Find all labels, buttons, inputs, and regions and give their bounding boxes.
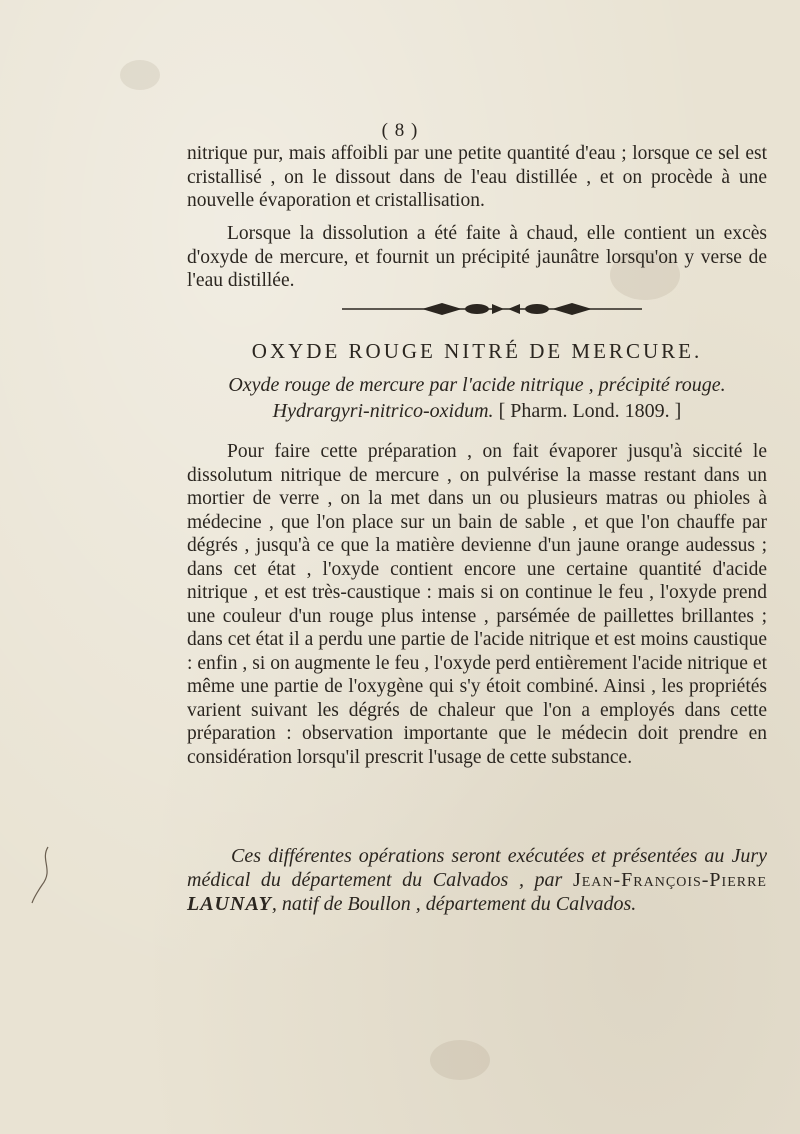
subtitle-line-2 xyxy=(187,398,767,424)
paragraph: nitrique pur, mais affoibli par une petite quantité d'eau ; lorsque ce sel est cristallisé , on le dissout dans de l'eau distillée , et on procède à une nouvelle évaporation et cristallisation. xyxy=(187,143,767,211)
body-text-preparation xyxy=(187,440,767,769)
paragraph: Pour faire cette préparation , on fait évaporer jusqu'à siccité le dissolutum nitrique de mercure , on pulvérise la masse restant dans un mortier de verre , on la met dans un ou plusieurs matras ou phioles à médecine , que l'on place sur un bain de sable , et que l'on chauffe par dégrés , jusqu'à ce que la matière devienne d'un jaune orange audessus ; dans cet état , l'oxyde contient encore une certaine quantité d'acide nitrique , et est très-caustique : mais si on continue le feu , l'oxyde prend une couleur d'un rouge plus intense , parsémée de paillettes brillantes ; dans cet état il a perdu une partie de l'acide nitrique et est moins caustique : enfin , si on augmente le feu , l'oxyde perd entièrement l'acide nitrique et même une partie de l'oxygène qui s'y étoit combiné. Ainsi , les propriétés varient suivant les dégrés de chaleur que l'on a employés dans cette préparation : observation importante que le médecin doit prendre en considération lorsqu'il prescrit l'usage de cette substance. xyxy=(187,441,767,768)
pharmacopoeia-reference: [ Pharm. Lond. 1809. ] xyxy=(498,400,682,422)
section-title: OXYDE ROUGE NITRÉ DE MERCURE. xyxy=(251,339,703,363)
paper-stain xyxy=(120,60,160,90)
section-subtitle xyxy=(187,372,767,424)
author-surname: LAUNAY xyxy=(187,893,272,915)
author-given-names: Jean-François-Pierre xyxy=(572,869,767,891)
body-text-second xyxy=(187,222,767,293)
page-number: ( 8 ) xyxy=(381,120,419,141)
ornament-divider xyxy=(342,301,642,317)
margin-mark-icon xyxy=(30,845,60,905)
credit-text-end: , natif de Boullon , département du Calvados. xyxy=(271,893,637,915)
subtitle-line-1: Oxyde rouge de mercure par l'acide nitrique , précipité rouge. xyxy=(228,374,726,396)
author-credit xyxy=(187,844,767,916)
latin-name: Hydrargyri-nitrico-oxidum. xyxy=(272,400,494,422)
paper-stain xyxy=(430,1040,490,1080)
body-text-top xyxy=(187,142,767,213)
credit-text: Ces différentes opérations seront exécutées et présentées au Jury médical du département du Calvados , par xyxy=(187,845,767,891)
paragraph: Lorsque la dissolution a été faite à chaud, elle contient un excès d'oxyde de mercure, et fournit un précipité jaunâtre lorsqu'on y verse de l'eau distillée. xyxy=(187,223,767,291)
